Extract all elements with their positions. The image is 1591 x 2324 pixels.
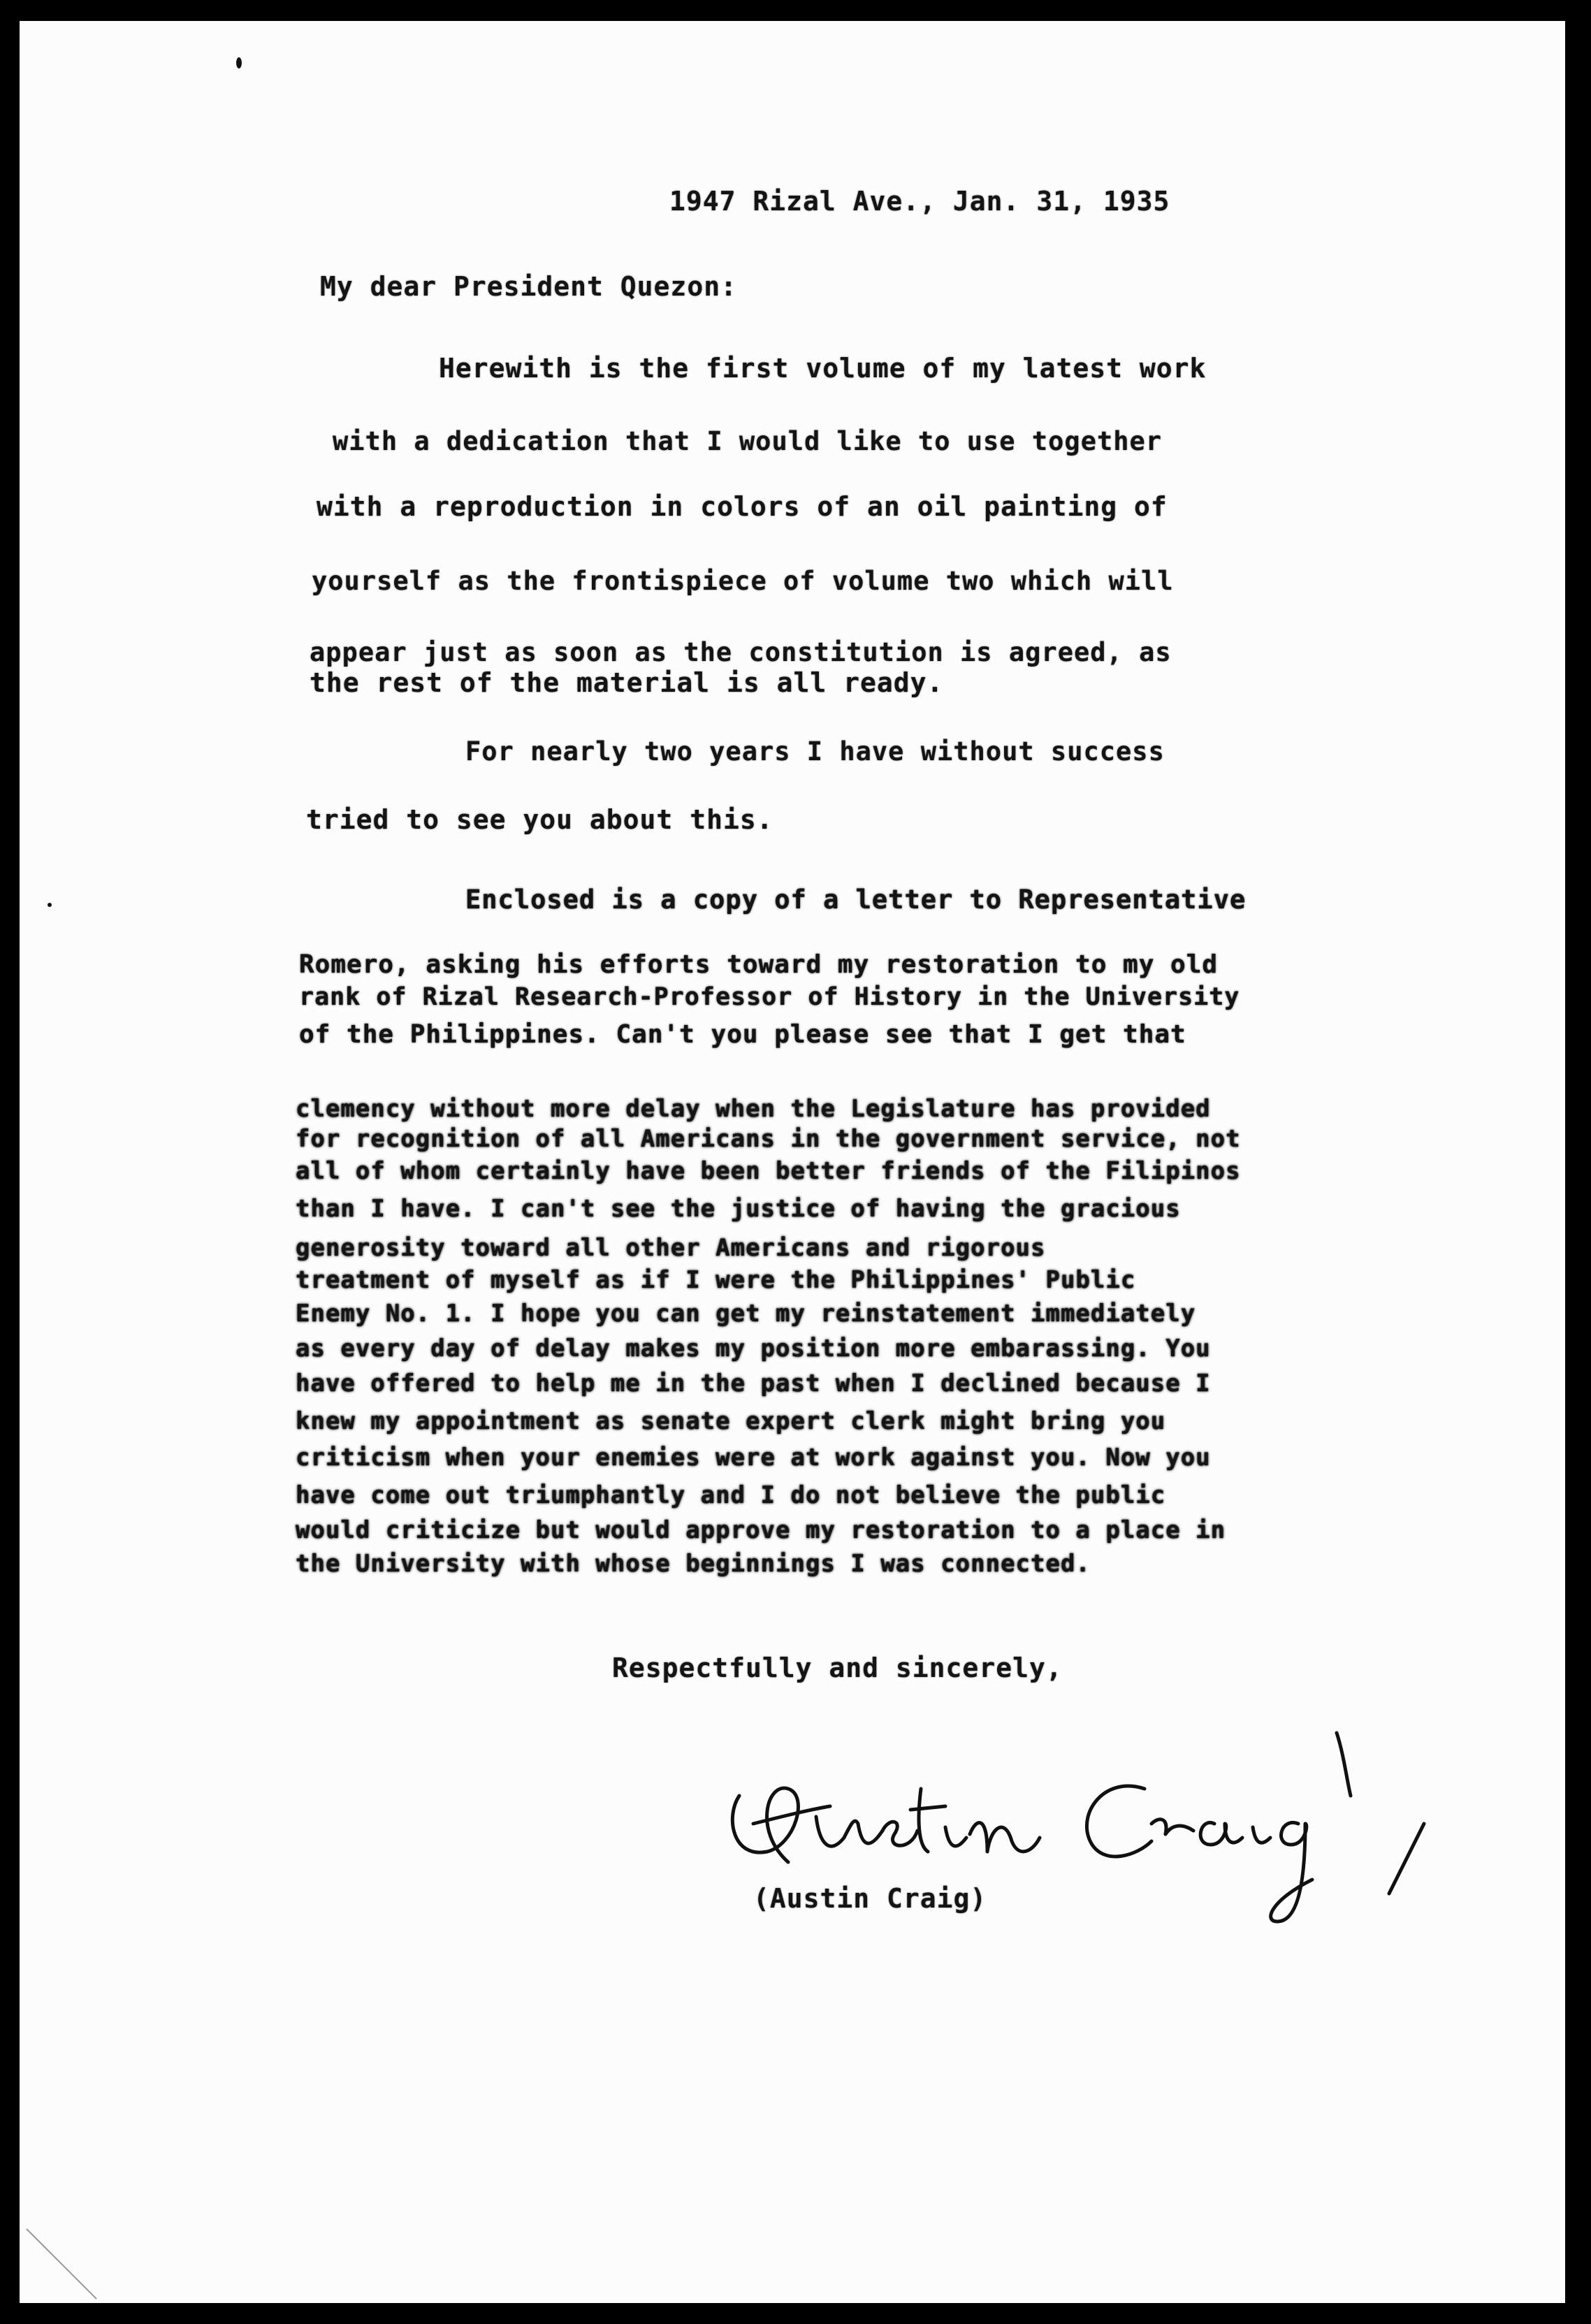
body-line: For nearly two years I have without success — [465, 736, 1165, 767]
ink-speck — [236, 57, 242, 68]
body-line: of the Philippines. Can't you please see that I get that — [299, 1020, 1186, 1049]
body-line: generosity toward all other Americans and rigorous — [296, 1234, 1046, 1262]
body-line: have offered to help me in the past when I declined because I — [296, 1370, 1211, 1397]
closing: Respectfully and sincerely, — [612, 1653, 1063, 1683]
body-line: with a dedication that I would like to use together — [333, 426, 1163, 456]
body-line: all of whom certainly have been better friends of the Filipinos — [296, 1157, 1241, 1185]
salutation: My dear President Quezon: — [320, 271, 737, 302]
body-line: Enemy No. 1. I hope you can get my reinstatement immediately — [296, 1300, 1196, 1328]
body-line: Enclosed is a copy of a letter to Representative — [465, 885, 1247, 915]
body-line: Herewith is the first volume of my latest work — [439, 353, 1207, 384]
body-line: yourself as the frontispiece of volume two which will — [312, 566, 1174, 596]
body-line: than I have. I can't see the justice of having the gracious — [296, 1195, 1181, 1223]
body-line: as every day of delay makes my position more embarassing. You — [296, 1335, 1211, 1363]
corner-crease — [20, 2222, 110, 2303]
body-line: Romero, asking his efforts toward my restoration to my old — [299, 950, 1219, 979]
body-line: rank of Rizal Research-Professor of History in the University — [299, 983, 1240, 1011]
body-line: clemency without more delay when the Legislature has provided — [296, 1095, 1211, 1123]
body-line: knew my appointment as senate expert clerk might bring you — [296, 1407, 1166, 1435]
dateline: 1947 Rizal Ave., Jan. 31, 1935 — [669, 186, 1170, 217]
body-line: for recognition of all Americans in the government service, not — [296, 1125, 1241, 1153]
ink-speck — [48, 903, 52, 907]
body-line: with a reproduction in colors of an oil painting of — [317, 491, 1168, 522]
typed-name: (Austin Craig) — [753, 1883, 987, 1914]
letter-page — [20, 21, 1565, 2303]
body-line: criticism when your enemies were at work against you. Now you — [296, 1444, 1211, 1472]
body-line: appear just as soon as the constitution is agreed, as — [310, 637, 1172, 667]
body-line: the University with whose beginnings I was connected. — [296, 1550, 1091, 1578]
body-line: have come out triumphantly and I do not believe the public — [296, 1481, 1166, 1509]
body-line: treatment of myself as if I were the Philippines' Public — [296, 1266, 1136, 1294]
body-line: the rest of the material is all ready. — [310, 667, 944, 698]
body-line: tried to see you about this. — [306, 804, 773, 835]
body-line: would criticize but would approve my restoration to a place in — [296, 1516, 1226, 1544]
